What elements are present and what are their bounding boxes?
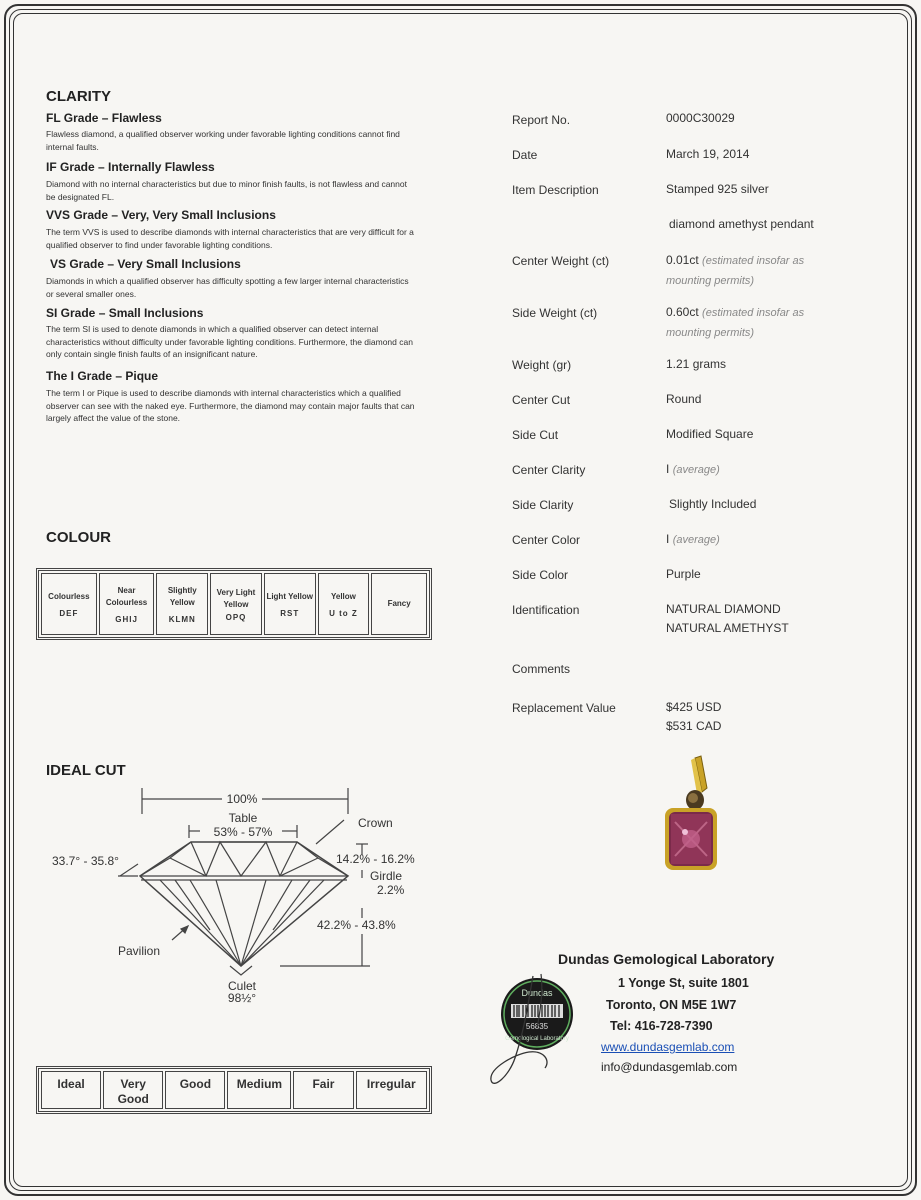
side-clarity-label: Side Clarity (512, 498, 574, 512)
center-color-label: Center Color (512, 533, 581, 547)
grade-fl-desc: Flawless diamond, a qualified observer working under favorable lighting conditions cannot find internal faults. (46, 129, 400, 152)
colour-grades: RST (280, 608, 300, 618)
pavilion-depth-label: 42.2% - 43.8% (317, 918, 396, 932)
clarity-heading: CLARITY (46, 88, 111, 105)
cut-grade-table (36, 1066, 432, 1114)
colour-cell-very-light-yellow (210, 573, 262, 635)
colour-grades: OPQ (225, 612, 247, 622)
center-weight-value (666, 251, 836, 291)
colour-grades: GHIJ (115, 614, 138, 624)
comments-label: Comments (512, 662, 571, 676)
item-description-value-2: diamond amethyst pendant (669, 217, 814, 231)
replacement-value-cad: $531 CAD (666, 719, 722, 733)
cut-grade-ideal: Ideal (41, 1071, 101, 1109)
center-clarity-note: (average) (672, 464, 720, 476)
date-value: March 19, 2014 (666, 147, 750, 161)
center-cut-label: Center Cut (512, 393, 571, 407)
grade-i-desc: The term I or Pique is used to describe diamonds with internal characteristics which a qualified observer can see with the naked eye. Furthermore, the diamond may contain major faults that can largely affect the value of the stone. (46, 388, 415, 423)
center-clarity-label: Center Clarity (512, 463, 586, 477)
pavilion-label: Pavilion (118, 944, 161, 958)
seal-bottom-text: Gemological Laboratory (505, 1036, 569, 1042)
identification-value-2: NATURAL AMETHYST (666, 621, 789, 635)
colour-label: Slightly Yellow (167, 585, 197, 607)
grade-si-desc: The term SI is used to denote diamonds in which a qualified observer can detect internal characteristics without difficulty under favorable lighting conditions. Furthermore, the diamond can only contain single finish faults of an insignificant nature. (46, 324, 413, 359)
colour-label: Yellow (330, 591, 356, 601)
colour-label: Light Yellow (266, 591, 313, 601)
side-weight-label: Side Weight (ct) (512, 306, 598, 320)
grade-if-desc: Diamond with no internal characteristics but due to minor finish faults, is not flawless and cannot be designated FL. (46, 179, 407, 202)
side-weight-value (666, 303, 836, 343)
seal-top-text: Dundas (521, 988, 553, 998)
grade-vs-title: VS Grade – Very Small Inclusions (50, 257, 241, 271)
colour-grades: KLMN (168, 614, 196, 624)
width-label: 100% (226, 792, 258, 806)
colour-grades: DEF (59, 608, 79, 618)
cut-grade-irregular: Irregular (356, 1071, 427, 1109)
colour-grades: U to Z (329, 608, 358, 618)
report-no-label: Report No. (512, 113, 571, 127)
girdle-label: Girdle (370, 869, 403, 883)
center-color-grade: I (666, 532, 670, 546)
seal-number: 56835 (525, 1022, 549, 1031)
cut-grade-very-good: Very Good (103, 1071, 163, 1109)
side-color-value: Purple (666, 567, 701, 581)
culet-angle-label: 98½° (227, 991, 257, 1005)
lab-telephone: Tel: 416-728-7390 (610, 1019, 713, 1033)
grade-si-title: SI Grade – Small Inclusions (46, 306, 204, 320)
colour-label: Colourless (48, 591, 90, 601)
date-label: Date (512, 148, 538, 162)
colour-cell-yellow (318, 573, 370, 635)
ideal-cut-heading: IDEAL CUT (46, 762, 126, 779)
side-cut-label: Side Cut (512, 428, 559, 442)
lab-website-link[interactable]: www.dundasgemlab.com (601, 1040, 735, 1054)
colour-cell-slightly-yellow (156, 573, 208, 635)
lab-name: Dundas Gemological Laboratory (558, 951, 775, 967)
report-no-value: 0000C30029 (666, 111, 735, 125)
lab-email: info@dundasgemlab.com (601, 1060, 738, 1074)
colour-cell-light-yellow (264, 573, 316, 635)
cut-grade-fair: Fair (293, 1071, 353, 1109)
side-color-label: Side Color (512, 568, 569, 582)
cut-grade-good: Good (165, 1071, 225, 1109)
colour-cell-near-colourless (99, 573, 155, 635)
grade-vs-desc: Diamonds in which a qualified observer has difficulty spotting a few larger internal characteristics or several smaller ones. (46, 276, 409, 299)
center-weight-label: Center Weight (ct) (512, 254, 610, 268)
table-label: Table (228, 811, 258, 825)
colour-label: Very Light Yellow (216, 587, 256, 609)
replacement-value-label: Replacement Value (512, 701, 616, 715)
colour-scale-table (36, 568, 432, 640)
center-clarity-value (666, 460, 720, 480)
grade-vvs-desc: The term VVS is used to describe diamonds with internal characteristics that are very difficult for a qualified observer to find under favorable lighting conditions. (46, 227, 414, 250)
diamond-outline (140, 842, 348, 966)
side-clarity-value: Slightly Included (669, 497, 757, 511)
weight-label: Weight (gr) (512, 358, 572, 372)
colour-label: Fancy (387, 599, 411, 608)
grade-fl-title: FL Grade – Flawless (46, 111, 162, 125)
side-weight-amount: 0.60ct (666, 305, 699, 319)
item-description-label: Item Description (512, 183, 599, 197)
pendant-photo (655, 752, 725, 882)
grade-vvs-title: VVS Grade – Very, Very Small Inclusions (46, 208, 276, 222)
diamond-proportions-diagram (40, 780, 440, 1010)
colour-cell-fancy (371, 573, 427, 635)
center-clarity-grade: I (666, 462, 670, 476)
center-color-value (666, 530, 720, 550)
center-color-note: (average) (672, 534, 720, 546)
weight-value: 1.21 grams (666, 357, 727, 371)
lab-address-2: Toronto, ON M5E 1W7 (606, 998, 737, 1012)
side-weight-note: (estimated insofar as mounting permits) (666, 307, 805, 339)
crown-height-label: 14.2% - 16.2% (336, 852, 415, 866)
grade-i-title: The I Grade – Pique (46, 369, 159, 383)
lab-seal-sticker (485, 968, 585, 1093)
colour-cell-colourless (41, 573, 97, 635)
grade-if-title: IF Grade – Internally Flawless (46, 160, 215, 174)
colour-heading: COLOUR (46, 529, 111, 546)
girdle-value-label: 2.2% (377, 883, 405, 897)
crown-label: Crown (358, 816, 393, 830)
center-weight-note: (estimated insofar as mounting permits) (666, 255, 805, 287)
cut-grade-medium: Medium (227, 1071, 291, 1109)
identification-value-1: NATURAL DIAMOND (666, 602, 781, 616)
colour-label: Near Colourless (105, 585, 148, 607)
replacement-value-usd: $425 USD (666, 700, 722, 714)
crown-angle-label: 33.7° - 35.8° (52, 854, 119, 868)
side-cut-value: Modified Square (666, 427, 754, 441)
center-weight-amount: 0.01ct (666, 253, 699, 267)
identification-label: Identification (512, 603, 580, 617)
item-description-value-1: Stamped 925 silver (666, 182, 769, 196)
culet-label: Culet (227, 979, 257, 993)
lab-address-1: 1 Yonge St, suite 1801 (618, 976, 749, 990)
center-cut-value: Round (666, 392, 702, 406)
table-range-label: 53% - 57% (213, 825, 273, 839)
